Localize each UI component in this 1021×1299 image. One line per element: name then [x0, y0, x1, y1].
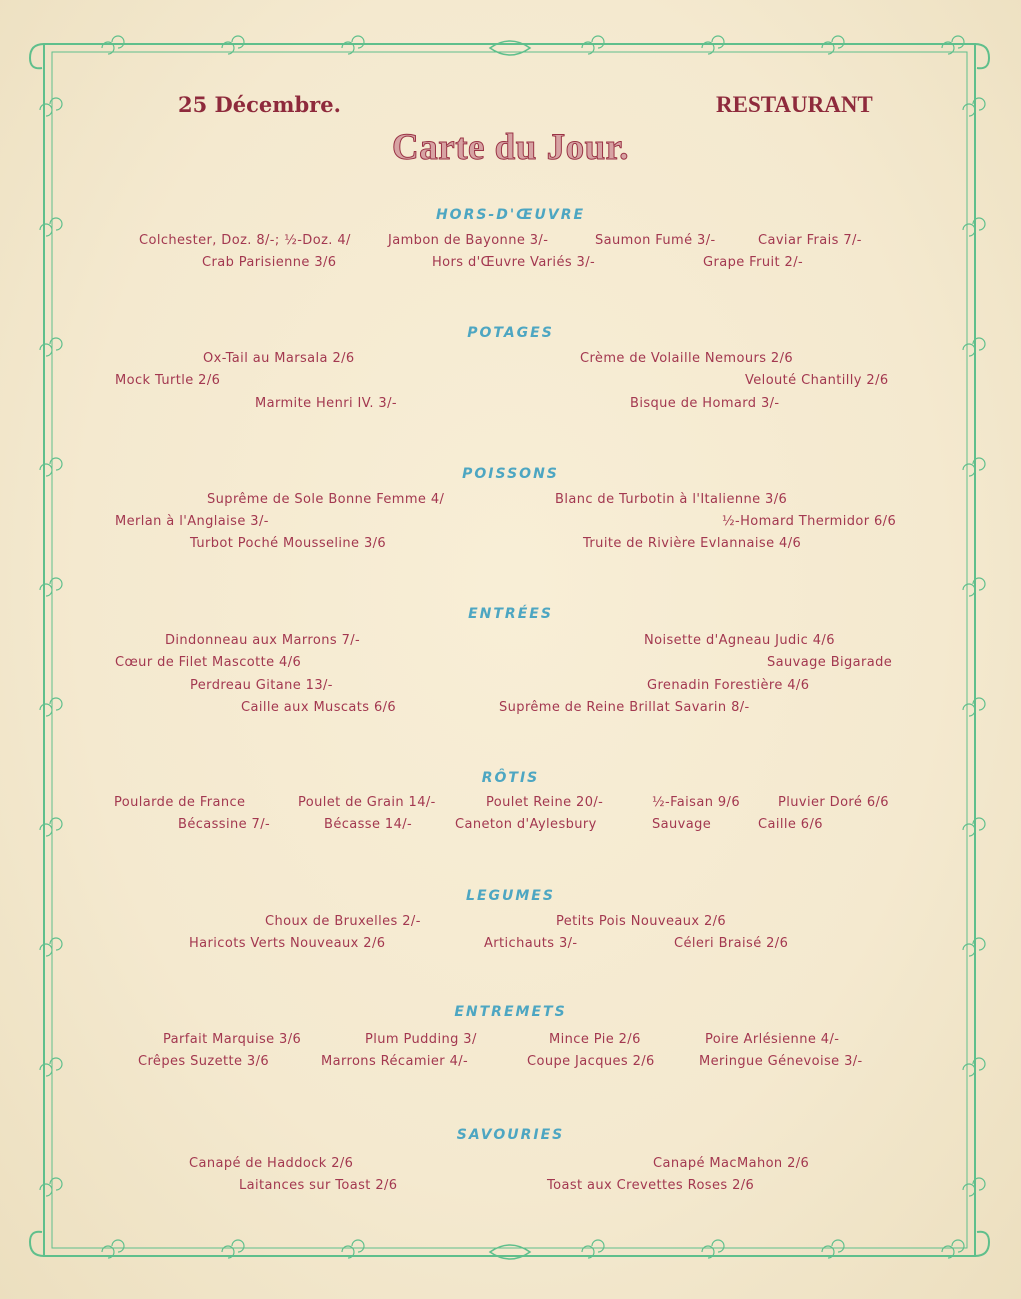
menu-item: Turbot Poché Mousseline 3/6 [190, 536, 387, 551]
menu-item: Poularde de France [114, 795, 246, 810]
section-title-potages: POTAGES [467, 325, 554, 341]
menu-item: Pluvier Doré 6/6 [778, 795, 889, 810]
menu-date: 25 Décembre. [178, 92, 341, 117]
menu-item: Bécassine 7/- [178, 817, 271, 832]
menu-item: Perdreau Gitane 13/- [190, 678, 333, 693]
section-title-hors-doeuvre: HORS-D'ŒUVRE [435, 207, 586, 223]
menu-item: Crêpes Suzette 3/6 [138, 1054, 270, 1069]
menu-item: Velouté Chantilly 2/6 [745, 373, 889, 388]
menu-item: Grenadin Forestière 4/6 [647, 678, 810, 693]
menu-item: Noisette d'Agneau Judic 4/6 [644, 633, 835, 648]
menu-item: Bisque de Homard 3/- [630, 396, 780, 411]
menu-item: Suprême de Sole Bonne Femme 4/ [207, 492, 445, 507]
menu-item: Petits Pois Nouveaux 2/6 [556, 914, 727, 929]
menu-item: Mince Pie 2/6 [549, 1032, 641, 1047]
restaurant-label: RESTAURANT [716, 92, 873, 117]
menu-item: Choux de Bruxelles 2/- [265, 914, 421, 929]
menu-item: Grape Fruit 2/- [703, 255, 804, 270]
menu-item: Saumon Fumé 3/- [595, 233, 716, 248]
menu-item: Hors d'Œuvre Variés 3/- [432, 255, 596, 270]
menu-item: Haricots Verts Nouveaux 2/6 [189, 936, 386, 951]
section-title-entremets: ENTREMETS [454, 1004, 567, 1020]
menu-item: Sauvage Bigarade [767, 655, 893, 670]
menu-item: Bécasse 14/- [324, 817, 413, 832]
menu-item: Merlan à l'Anglaise 3/- [115, 514, 269, 529]
menu-item: ½-Homard Thermidor 6/6 [722, 514, 897, 529]
menu-item: Truite de Rivière Evlannaise 4/6 [583, 536, 802, 551]
menu-item: Blanc de Turbotin à l'Italienne 3/6 [555, 492, 788, 507]
menu-item: Suprême de Reine Brillat Savarin 8/- [499, 700, 750, 715]
menu-item: Sauvage [652, 817, 712, 832]
menu-item: Meringue Génevoise 3/- [699, 1054, 863, 1069]
menu-item: Poire Arlésienne 4/- [705, 1032, 840, 1047]
menu-item: Colchester, Doz. 8/-; ½-Doz. 4/ [139, 233, 351, 248]
menu-item: Plum Pudding 3/ [365, 1032, 477, 1047]
menu-item: Crab Parisienne 3/6 [202, 255, 337, 270]
menu-item: Toast aux Crevettes Roses 2/6 [547, 1178, 755, 1193]
section-title-entrees: ENTRÉES [468, 606, 553, 622]
menu-item: Parfait Marquise 3/6 [163, 1032, 302, 1047]
menu-item: Coupe Jacques 2/6 [527, 1054, 655, 1069]
menu-item: Jambon de Bayonne 3/- [388, 233, 549, 248]
section-title-savouries: SAVOURIES [456, 1127, 565, 1143]
menu-item: Caneton d'Aylesbury [455, 817, 597, 832]
menu-item: Crème de Volaille Nemours 2/6 [580, 351, 794, 366]
section-title-poissons: POISSONS [462, 466, 559, 482]
menu-item: Poulet de Grain 14/- [298, 795, 436, 810]
menu-item: ½-Faisan 9/6 [652, 795, 740, 810]
section-title-legumes: LEGUMES [466, 888, 555, 904]
menu-item: Caille 6/6 [758, 817, 823, 832]
menu-item: Marmite Henri IV. 3/- [255, 396, 397, 411]
menu-item: Céleri Braisé 2/6 [674, 936, 789, 951]
menu-item: Caviar Frais 7/- [758, 233, 862, 248]
menu-item: Artichauts 3/- [484, 936, 578, 951]
menu-item: Canapé MacMahon 2/6 [653, 1156, 810, 1171]
menu-item: Laitances sur Toast 2/6 [239, 1178, 398, 1193]
menu-item: Caille aux Muscats 6/6 [241, 700, 397, 715]
section-title-rotis: RÔTIS [481, 770, 540, 786]
menu-item: Marrons Récamier 4/- [321, 1054, 469, 1069]
menu-item: Dindonneau aux Marrons 7/- [165, 633, 361, 648]
menu-item: Mock Turtle 2/6 [115, 373, 221, 388]
menu-title: Carte du Jour. [392, 127, 629, 168]
menu-item: Poulet Reine 20/- [486, 795, 604, 810]
menu-item: Cœur de Filet Mascotte 4/6 [115, 655, 302, 670]
menu-item: Canapé de Haddock 2/6 [189, 1156, 354, 1171]
menu-item: Ox-Tail au Marsala 2/6 [203, 351, 355, 366]
